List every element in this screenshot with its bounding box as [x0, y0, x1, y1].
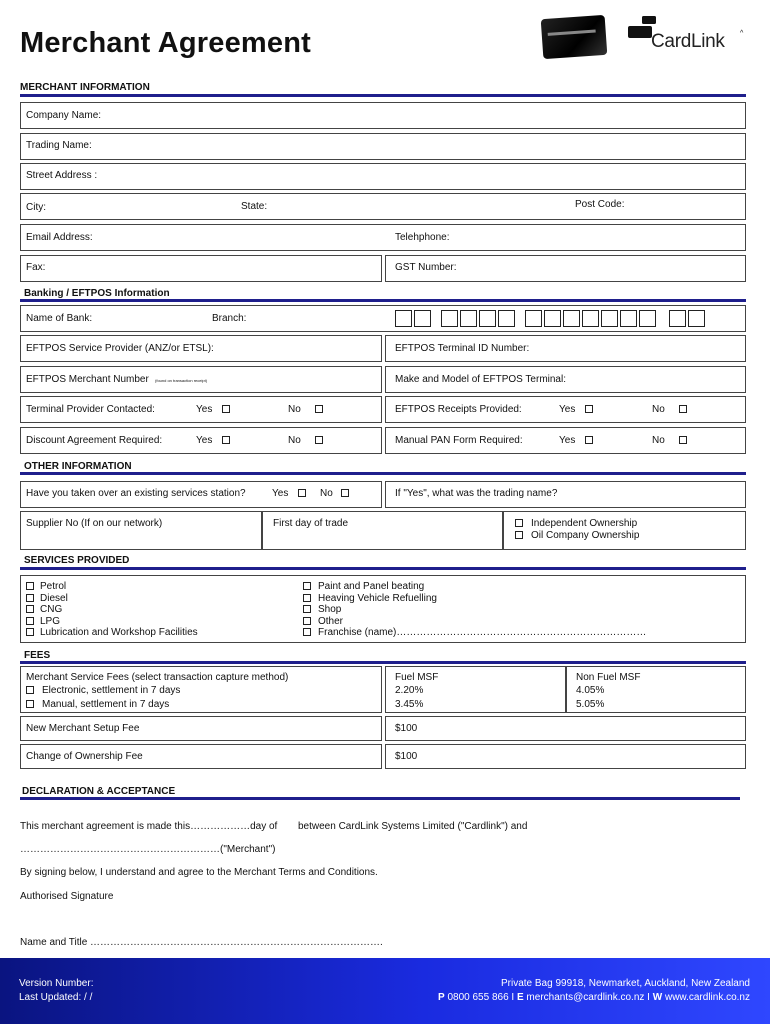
lpg-checkbox[interactable]	[26, 617, 34, 625]
account-digit-box[interactable]	[563, 310, 580, 327]
franchise-checkbox[interactable]	[303, 628, 311, 636]
no-label: No	[288, 435, 301, 446]
gst-label: GST Number:	[395, 262, 457, 273]
receipts-provided-yes-checkbox[interactable]	[585, 405, 593, 413]
receipts-provided-label: EFTPOS Receipts Provided:	[395, 404, 522, 415]
footer-banner	[0, 958, 770, 1024]
state-label: State:	[241, 201, 268, 212]
telephone-label: Telehphone:	[395, 232, 450, 243]
email-prefix: E	[516, 992, 524, 1003]
yes-label: Yes	[196, 404, 213, 415]
service-item: Lubrication and Workshop Facilities	[40, 627, 198, 638]
oil-company-ownership-label: Oil Company Ownership	[531, 530, 640, 541]
no-label: No	[652, 435, 665, 446]
discount-required-no-checkbox[interactable]	[315, 436, 323, 444]
manual-pan-no-checkbox[interactable]	[679, 436, 687, 444]
declaration-heading: DECLARATION & ACCEPTANCE	[22, 786, 176, 797]
agreement-line-1b: between CardLink Systems Limited ("Cardlink") and	[298, 821, 528, 832]
card-stripe	[548, 29, 596, 35]
lubrication-checkbox[interactable]	[26, 628, 34, 636]
heavy-vehicle-checkbox[interactable]	[303, 594, 311, 602]
diesel-checkbox[interactable]	[26, 594, 34, 602]
services-heading: SERVICES PROVIDED	[24, 555, 130, 566]
section-rule	[20, 299, 746, 302]
other-info-heading: OTHER INFORMATION	[24, 461, 132, 472]
banking-heading: Banking / EFTPOS Information	[24, 288, 170, 299]
terminal-id-label: EFTPOS Terminal ID Number:	[395, 343, 530, 354]
authorised-signature-label: Authorised Signature	[20, 891, 114, 902]
email-telephone-field[interactable]	[20, 224, 746, 251]
footer-email[interactable]: merchants@cardlink.co.nz I	[526, 992, 650, 1003]
account-digit-box[interactable]	[479, 310, 496, 327]
merchant-info-heading: MERCHANT INFORMATION	[20, 82, 150, 93]
account-digit-box[interactable]	[395, 310, 412, 327]
account-digit-box[interactable]	[639, 310, 656, 327]
company-name-field[interactable]	[20, 102, 746, 129]
discount-required-label: Discount Agreement Required:	[26, 435, 163, 446]
account-digit-box[interactable]	[460, 310, 477, 327]
ownership-fee-label: Change of Ownership Fee	[26, 751, 143, 762]
cng-checkbox[interactable]	[26, 605, 34, 613]
section-rule	[20, 567, 746, 570]
electronic-settlement-checkbox[interactable]	[26, 686, 34, 694]
no-label: No	[652, 404, 665, 415]
section-rule	[20, 94, 746, 97]
agreement-line-3: By signing below, I understand and agree to the Merchant Terms and Conditions.	[20, 867, 378, 878]
service-item: Franchise (name)…………………………………………………………………	[318, 627, 647, 638]
no-label: No	[288, 404, 301, 415]
account-digit-box[interactable]	[498, 310, 515, 327]
service-item: Paint and Panel beating	[318, 581, 425, 592]
supplier-no-field[interactable]	[20, 511, 262, 550]
footer-web[interactable]: www.cardlink.co.nz	[664, 992, 750, 1003]
existing-station-yes-checkbox[interactable]	[298, 489, 306, 497]
yes-label: Yes	[559, 404, 576, 415]
existing-station-no-checkbox[interactable]	[341, 489, 349, 497]
service-item: Other	[318, 616, 344, 627]
bank-branch-field[interactable]	[20, 305, 746, 332]
email-label: Email Address:	[26, 232, 93, 243]
city-state-postcode-field[interactable]	[20, 193, 746, 220]
other-checkbox[interactable]	[303, 617, 311, 625]
yes-label: Yes	[559, 435, 576, 446]
account-digit-box[interactable]	[601, 310, 618, 327]
account-digit-box[interactable]	[688, 310, 705, 327]
setup-fee-amount-box	[385, 716, 746, 741]
merchant-number-note: (found on transaction receipt)	[155, 378, 208, 383]
manual-settlement-checkbox[interactable]	[26, 700, 34, 708]
existing-station-label: Have you taken over an existing services station?	[26, 488, 246, 499]
fuel-msf-electronic: 2.20%	[395, 685, 424, 696]
make-model-label: Make and Model of EFTPOS Terminal:	[395, 374, 566, 385]
yes-label: Yes	[196, 435, 213, 446]
section-rule	[20, 472, 746, 475]
paint-panel-checkbox[interactable]	[303, 582, 311, 590]
petrol-checkbox[interactable]	[26, 582, 34, 590]
account-digit-box[interactable]	[582, 310, 599, 327]
agreement-line-2: ……………………………………………………("Merchant")	[20, 844, 276, 855]
discount-required-yes-checkbox[interactable]	[222, 436, 230, 444]
footer-address: Private Bag 99918, Newmarket, Auckland, New Zealand	[500, 978, 750, 989]
independent-ownership-label: Independent Ownership	[531, 518, 638, 529]
setup-fee-amount: $100	[395, 723, 418, 734]
footer-contact	[438, 992, 750, 1003]
provider-contacted-label: Terminal Provider Contacted:	[26, 404, 155, 415]
setup-fee-label: New Merchant Setup Fee	[26, 723, 140, 734]
last-updated-label: Last Updated: / /	[19, 992, 93, 1003]
company-name-label: Company Name:	[26, 110, 102, 121]
page-title: Merchant Agreement	[20, 27, 311, 59]
version-number-label: Version Number:	[19, 978, 94, 989]
service-item: LPG	[40, 616, 61, 627]
no-label: No	[320, 488, 333, 499]
supplier-no-label: Supplier No (If on our network)	[26, 518, 163, 529]
bank-name-label: Name of Bank:	[26, 313, 93, 324]
account-digit-box[interactable]	[414, 310, 431, 327]
service-item: Shop	[318, 604, 342, 615]
non-fuel-msf-label: Non Fuel MSF	[576, 672, 641, 683]
fax-field[interactable]	[20, 255, 382, 282]
account-digit-box[interactable]	[544, 310, 561, 327]
footer-phone[interactable]: 0800 655 866 I	[447, 992, 515, 1003]
manual-pan-yes-checkbox[interactable]	[585, 436, 593, 444]
previous-trading-name-label: If "Yes", what was the trading name?	[395, 488, 558, 499]
manual-settlement-label: Manual, settlement in 7 days	[42, 699, 170, 710]
first-day-label: First day of trade	[273, 518, 349, 529]
fuel-msf-manual: 3.45%	[395, 699, 424, 710]
msf-label: Merchant Service Fees (select transaction capture method)	[26, 672, 289, 683]
provider-contacted-yes-checkbox[interactable]	[222, 405, 230, 413]
brand-name: CardLink	[651, 31, 725, 52]
branch-label: Branch:	[212, 313, 247, 324]
provider-contacted-no-checkbox[interactable]	[315, 405, 323, 413]
city-label: City:	[26, 202, 46, 213]
manual-pan-label: Manual PAN Form Required:	[395, 435, 523, 446]
brand-mark: ^	[740, 30, 744, 37]
street-address-label: Street Address :	[26, 170, 98, 181]
service-provider-label: EFTPOS Service Provider (ANZ/or ETSL):	[26, 343, 214, 354]
service-item: Diesel	[40, 593, 68, 604]
shop-checkbox[interactable]	[303, 605, 311, 613]
phone-prefix: P	[438, 992, 445, 1003]
oil-company-ownership-checkbox[interactable]	[515, 531, 523, 539]
trading-name-field[interactable]	[20, 133, 746, 160]
first-day-field[interactable]	[262, 511, 503, 550]
name-title-label: Name and Title …………………………………………………………………………….	[20, 937, 383, 948]
account-digit-box[interactable]	[525, 310, 542, 327]
post-code-label: Post Code:	[575, 199, 625, 210]
section-rule	[20, 661, 746, 664]
street-address-field[interactable]	[20, 163, 746, 190]
non-fuel-msf-electronic: 4.05%	[576, 685, 605, 696]
merchant-number-label: EFTPOS Merchant Number	[26, 374, 149, 385]
account-digit-box[interactable]	[620, 310, 637, 327]
section-rule	[20, 797, 740, 800]
ownership-fee-amount: $100	[395, 751, 418, 762]
fax-label: Fax:	[26, 262, 46, 273]
service-item: CNG	[40, 604, 63, 615]
non-fuel-msf-manual: 5.05%	[576, 699, 605, 710]
account-digit-box[interactable]	[441, 310, 458, 327]
ownership-fee-amount-box	[385, 744, 746, 769]
service-item: Heaving Vehicle Refuelling	[318, 593, 437, 604]
web-prefix: W	[652, 992, 663, 1003]
trading-name-label: Trading Name:	[26, 140, 92, 151]
fuel-msf-label: Fuel MSF	[395, 672, 439, 683]
agreement-line-1a: This merchant agreement is made this………………day of	[20, 821, 278, 832]
service-item: Petrol	[40, 581, 67, 592]
receipts-provided-no-checkbox[interactable]	[679, 405, 687, 413]
independent-ownership-checkbox[interactable]	[515, 519, 523, 527]
yes-label: Yes	[272, 488, 289, 499]
fees-heading: FEES	[24, 650, 51, 661]
electronic-settlement-label: Electronic, settlement in 7 days	[42, 685, 181, 696]
account-digit-box[interactable]	[669, 310, 686, 327]
card-image	[541, 15, 608, 59]
